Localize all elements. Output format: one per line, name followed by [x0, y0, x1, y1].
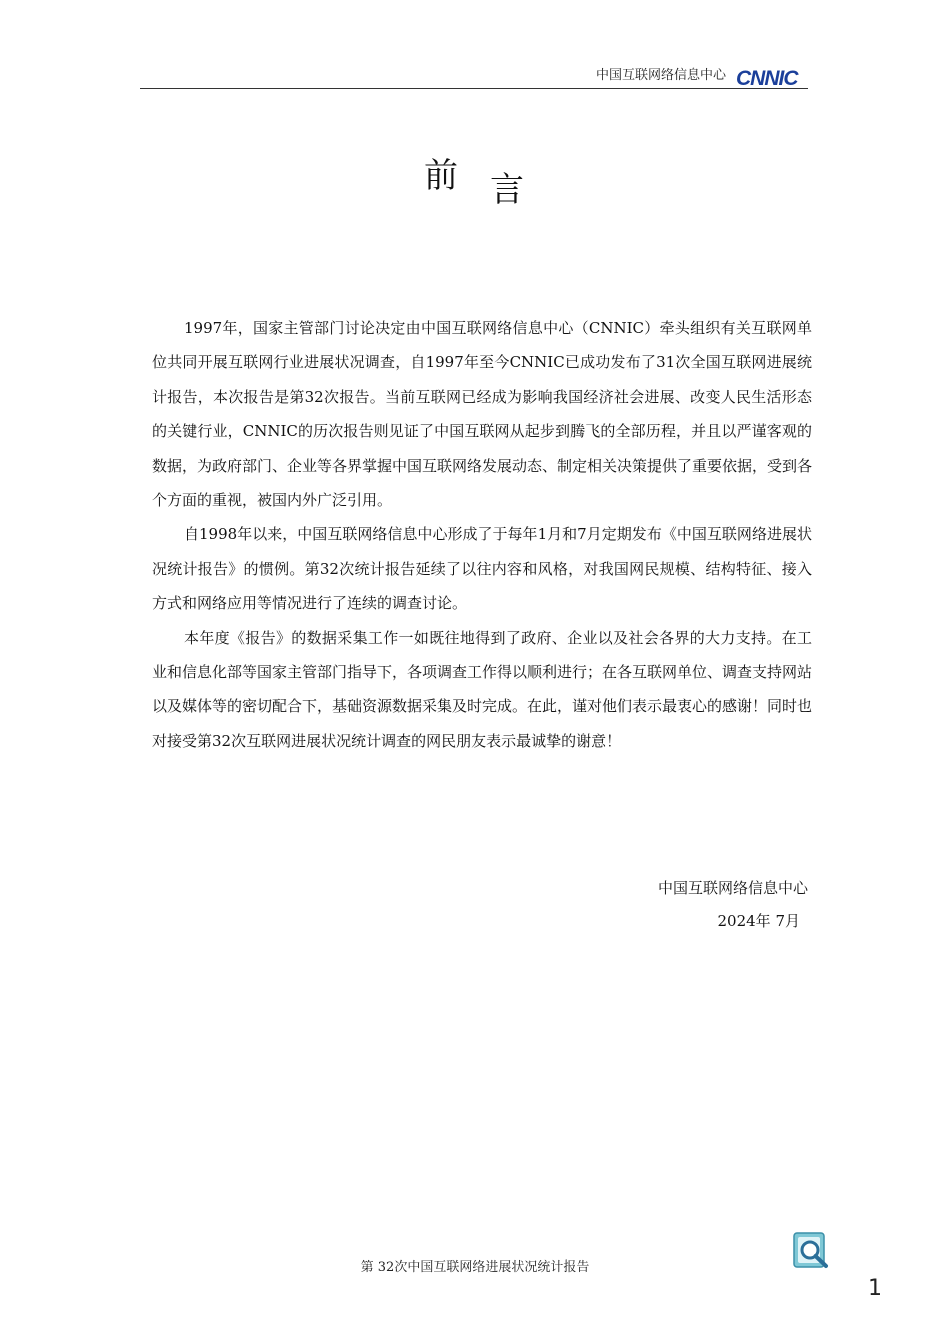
footer-report-title: 第 32次中国互联网络进展状况统计报告 — [360, 1260, 590, 1275]
logo-text: CNNIC — [736, 67, 798, 88]
page-number: 1 — [868, 1276, 882, 1301]
cnnic-logo — [736, 66, 808, 88]
paragraph-3: 本年度《报告》的数据采集工作一如既往地得到了政府、企业以及社会各界的大力支持。在工业和信息化部等国家主管部门指导下，各项调查工作得以顺利进行；在各互联网单位、调查支持网站以及媒体等的密切配合下，基础资源数据采集及时完成。在此，谨对他们表示最衷心的感谢！同时也对接受第32次互联网进展状况统计调查的网民朋友表示最诚挚的谢意！ — [152, 628, 813, 750]
page-header — [140, 60, 808, 89]
paragraph-2: 自1998年以来，中国互联网络信息中心形成了于每年1月和7月定期发布《中国互联网络进展状况统计报告》的惯例。第32次统计报告延续了以往内容和风格，对我国网民规模、结构特征、接入方式和网络应用等情况进行了连续的调查讨论。 — [152, 525, 812, 613]
signature-org: 中国互联网络信息中心 — [657, 879, 808, 897]
header-org-name: 中国互联网络信息中心 — [595, 68, 726, 83]
signature-block — [658, 872, 808, 938]
magnifier-document-icon — [793, 1232, 831, 1270]
preface-body — [152, 311, 812, 758]
title-char-1: 前 — [424, 156, 458, 196]
page-title — [0, 140, 950, 220]
signature-date: 2024年 7月 — [717, 912, 800, 930]
title-char-2: 言 — [490, 170, 524, 210]
paragraph-1: 1997年，国家主管部门讨论决定由中国互联网络信息中心（CNNIC）牵头组织有关互联网单位共同开展互联网行业进展状况调查，自1997年至今CNNIC已成功发布了31次全国互联网进展统计报告，本次报告是第32次报告。当前互联网已经成为影响我国经济社会进展、改变人民生活形态的关键行业，CNNIC的历次报告则见证了中国互联网从起步到腾飞的全部历程，并且以严谨客观的数据，为政府部门、企业等各界掌握中国互联网络发展动态、制定相关决策提供了重要依据，受到各个方面的重视，被国内外广泛引用。 — [152, 319, 813, 510]
